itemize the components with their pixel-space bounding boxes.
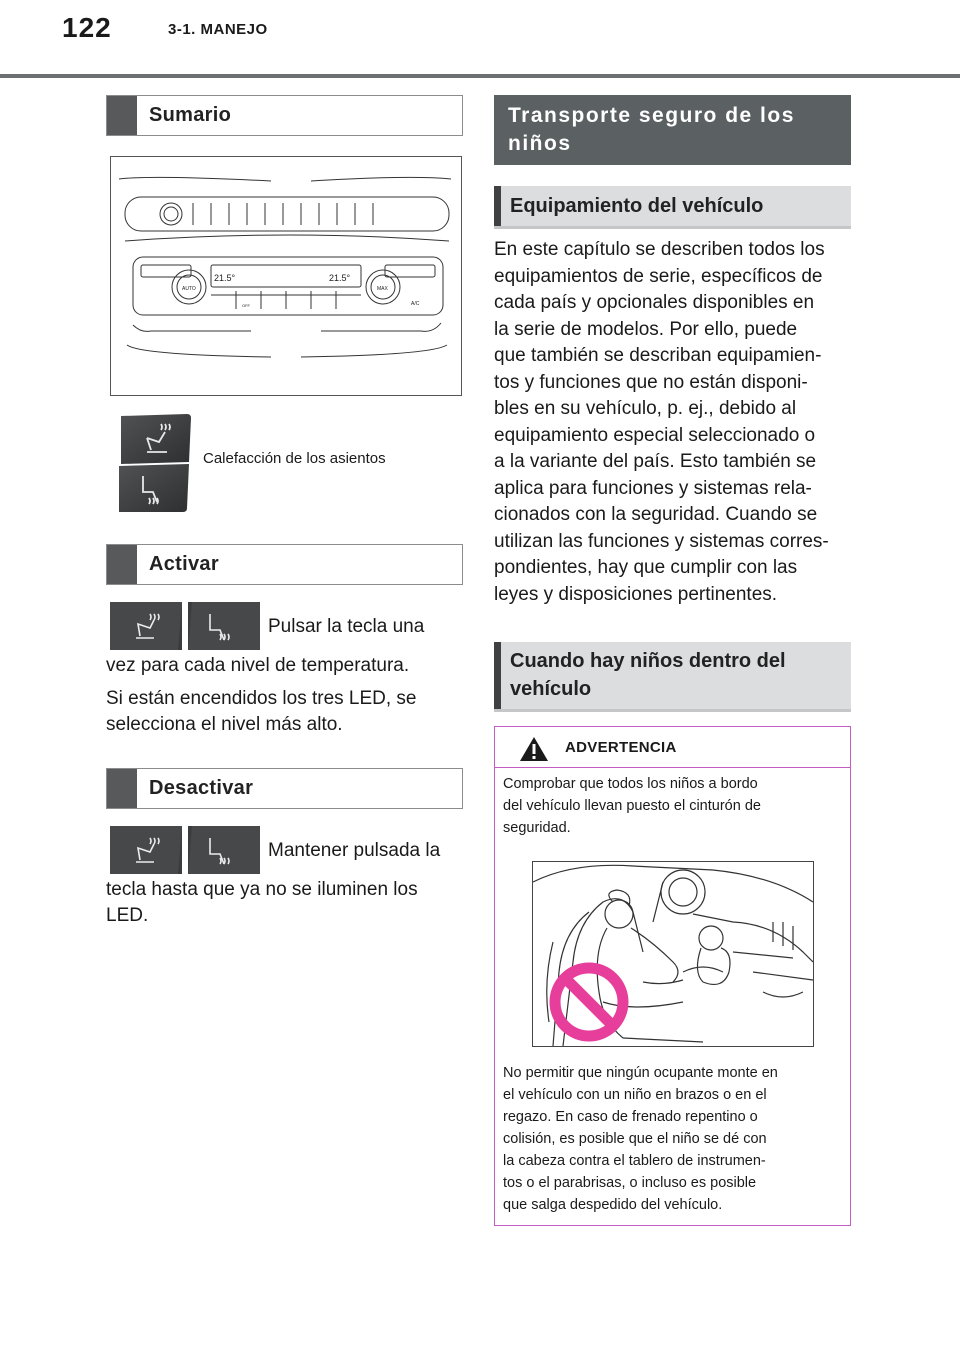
sumario-heading — [106, 95, 463, 136]
ninos-title-line-2: vehículo — [510, 678, 592, 700]
desactivar-line-2: tecla hasta que ya no se iluminen los — [106, 879, 418, 900]
activar-para2-line-1: Si están encendidos los tres LED, se — [106, 688, 417, 709]
ninos-title-line-1: Cuando hay niños dentro del — [510, 650, 786, 672]
section-title — [494, 95, 851, 165]
ninos-heading — [494, 642, 851, 712]
chapter-title: 3-1. MANEJO — [168, 21, 268, 38]
desactivar-line-1: Mantener pulsada la — [268, 840, 441, 861]
warning-box — [494, 726, 851, 1226]
seat-heat-keys-activate — [110, 602, 260, 650]
warning-header — [495, 727, 850, 768]
svg-text:21.5°: 21.5° — [329, 273, 351, 283]
section-title-line-2: niños — [508, 132, 572, 155]
svg-text:A/C: A/C — [411, 301, 420, 307]
warning-label: ADVERTENCIA — [565, 739, 677, 756]
warning-triangle-icon — [519, 736, 549, 762]
climate-panel-illustration — [110, 156, 462, 396]
svg-text:AUTO: AUTO — [182, 286, 196, 292]
prohibition-icon — [555, 968, 623, 1036]
seat-heating-caption: Calefacción de los asientos — [203, 450, 386, 467]
child-lap-illustration — [532, 861, 814, 1047]
warning-text-1: Comprobar que todos los niños a bordo del vehículo llevan puesto el cinturón de seguridad. — [503, 776, 761, 836]
seat-heat-keys-deactivate — [110, 826, 260, 874]
equipamiento-paragraph: En este capítulo se describen todos los equipamientos de serie, específicos de cada país y opcionales disponibles en la serie de modelos. Por ello, puede que también se describan equipamien- tos y funciones que no están disponi- bles en su vehículo, p. ej., debido al equipamiento especial seleccionado o a la variante del país. Esto también se aplica para funciones y sistemas rela- cionados con la seguridad. Cuando se utilizan las funciones y sistemas corres- pondientes, hay que cumplir con las leyes y disposiciones pertinentes. — [494, 239, 829, 605]
activar-line-1: Pulsar la tecla una — [268, 616, 425, 637]
activar-heading — [106, 544, 463, 585]
header-rule — [0, 74, 960, 78]
svg-text:MAX: MAX — [377, 286, 388, 292]
desactivar-line-3: LED. — [106, 905, 149, 926]
section-title-line-1: Transporte seguro de los — [508, 104, 795, 127]
equipamiento-title: Equipamiento del vehículo — [510, 195, 764, 217]
activar-title: Activar — [149, 553, 219, 575]
sumario-title: Sumario — [149, 104, 232, 126]
desactivar-title: Desactivar — [149, 777, 254, 799]
svg-text:21.5°: 21.5° — [214, 273, 236, 283]
seat-heating-keys — [117, 412, 193, 514]
activar-line-2: vez para cada nivel de temperatura. — [106, 655, 410, 676]
page-number: 122 — [62, 12, 112, 43]
equipamiento-heading — [494, 186, 851, 229]
desactivar-heading — [106, 768, 463, 809]
activar-para2-line-2: selecciona el nivel más alto. — [106, 714, 343, 735]
warning-text-2: No permitir que ningún ocupante monte en el vehículo con un niño en brazos o en el regazo. En caso de frenado repentino o colisión, es posible que el niño se dé con la cabeza contra el tablero de instrumen- tos o el parabrisas, o incluso es posible que salga despedido del vehículo. — [503, 1065, 778, 1213]
svg-text:OFF: OFF — [242, 303, 250, 308]
